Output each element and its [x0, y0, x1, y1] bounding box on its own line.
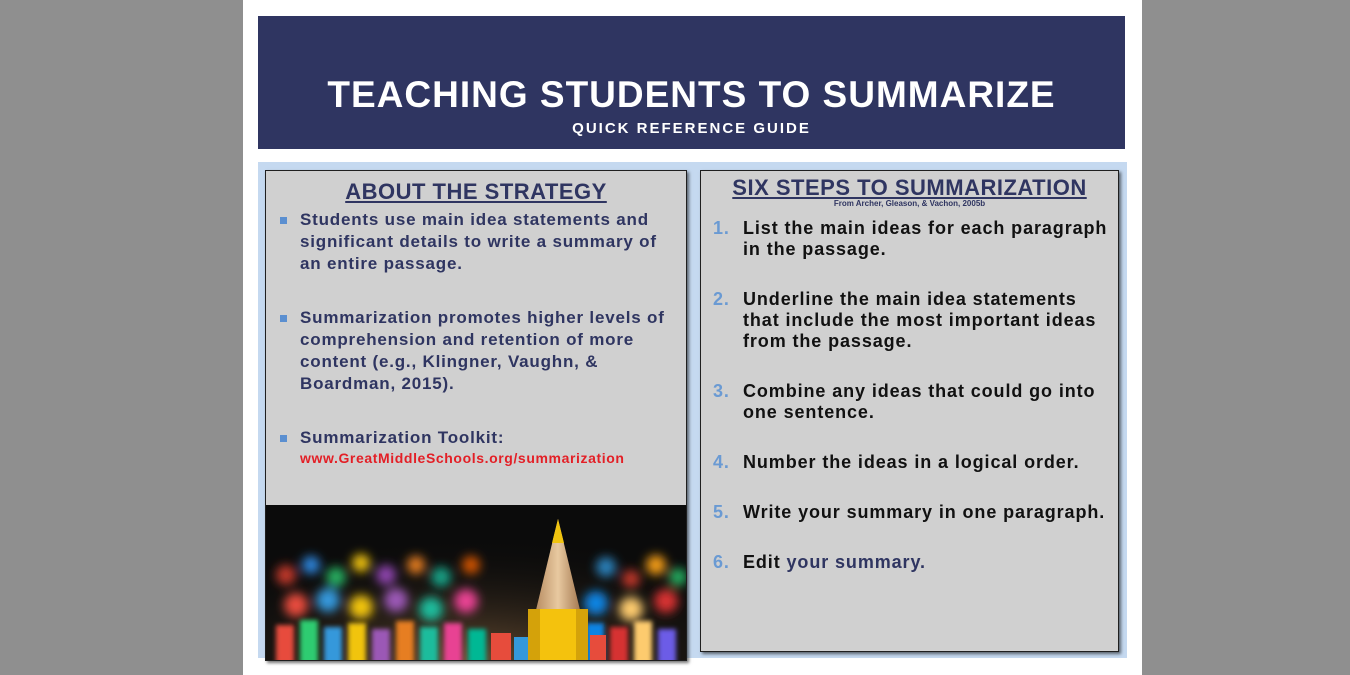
- toolkit-link[interactable]: www.GreatMiddleSchools.org/summarization: [300, 450, 625, 466]
- content-area: [258, 162, 1127, 658]
- page-title: TEACHING STUDENTS TO SUMMARIZE: [327, 74, 1056, 115]
- square-bullet-icon: [280, 435, 287, 442]
- step-text: the ideas in a logical order.: [816, 452, 1080, 472]
- about-list: [266, 209, 686, 467]
- step-number: 1.: [713, 218, 730, 238]
- step-item: [713, 552, 1118, 573]
- step-number: 3.: [713, 381, 730, 401]
- step-item: [713, 502, 1118, 523]
- page-subtitle: QUICK REFERENCE GUIDE: [572, 120, 811, 137]
- step-text: your summary.: [780, 552, 926, 572]
- step-item: [713, 381, 1118, 423]
- step-number: 6.: [713, 552, 730, 572]
- about-heading: ABOUT THE STRATEGY: [345, 179, 607, 204]
- square-bullet-icon: [280, 315, 287, 322]
- toolkit-label: Summarization Toolkit:: [300, 428, 505, 447]
- colored-pencils-image: [266, 505, 686, 660]
- toolkit-item: [300, 427, 686, 467]
- pencils-illustration-icon: [266, 505, 686, 660]
- step-text: the main idea statements that include the most important ideas from the passage.: [743, 289, 1097, 351]
- steps-panel: [700, 170, 1119, 652]
- steps-list: [701, 218, 1118, 573]
- step-number: 4.: [713, 452, 730, 472]
- step-verb: List: [743, 218, 779, 238]
- step-verb: Number: [743, 452, 817, 472]
- about-item: [300, 307, 686, 395]
- step-number: 5.: [713, 502, 730, 522]
- step-number: 2.: [713, 289, 730, 309]
- step-verb: Write: [743, 502, 793, 522]
- about-item: [300, 209, 686, 275]
- step-text: the main ideas for each paragraph in the passage.: [743, 218, 1108, 259]
- square-bullet-icon: [280, 217, 287, 224]
- about-item-text: Students use main idea statements and significant details to write a summary of an entire passage.: [300, 210, 657, 273]
- step-item: [713, 452, 1118, 473]
- about-item-text: Summarization promotes higher levels of comprehension and retention of more content (e.g., Klingner, Vaughn, & Boardman, 2015).: [300, 308, 665, 393]
- step-text: any ideas that could go into one sentence.: [743, 381, 1096, 422]
- steps-citation: From Archer, Gleason, & Vachon, 2005b: [833, 199, 986, 208]
- document-page: [243, 0, 1142, 675]
- step-item: [713, 289, 1118, 352]
- step-verb: Combine: [743, 381, 827, 401]
- title-banner: [258, 16, 1125, 149]
- about-panel: [265, 170, 687, 661]
- step-verb: Underline: [743, 289, 835, 309]
- step-text: your summary in one paragraph.: [792, 502, 1106, 522]
- step-item: [713, 218, 1118, 260]
- steps-heading: SIX STEPS TO SUMMARIZATION: [732, 175, 1087, 200]
- step-verb: Edit: [743, 552, 781, 572]
